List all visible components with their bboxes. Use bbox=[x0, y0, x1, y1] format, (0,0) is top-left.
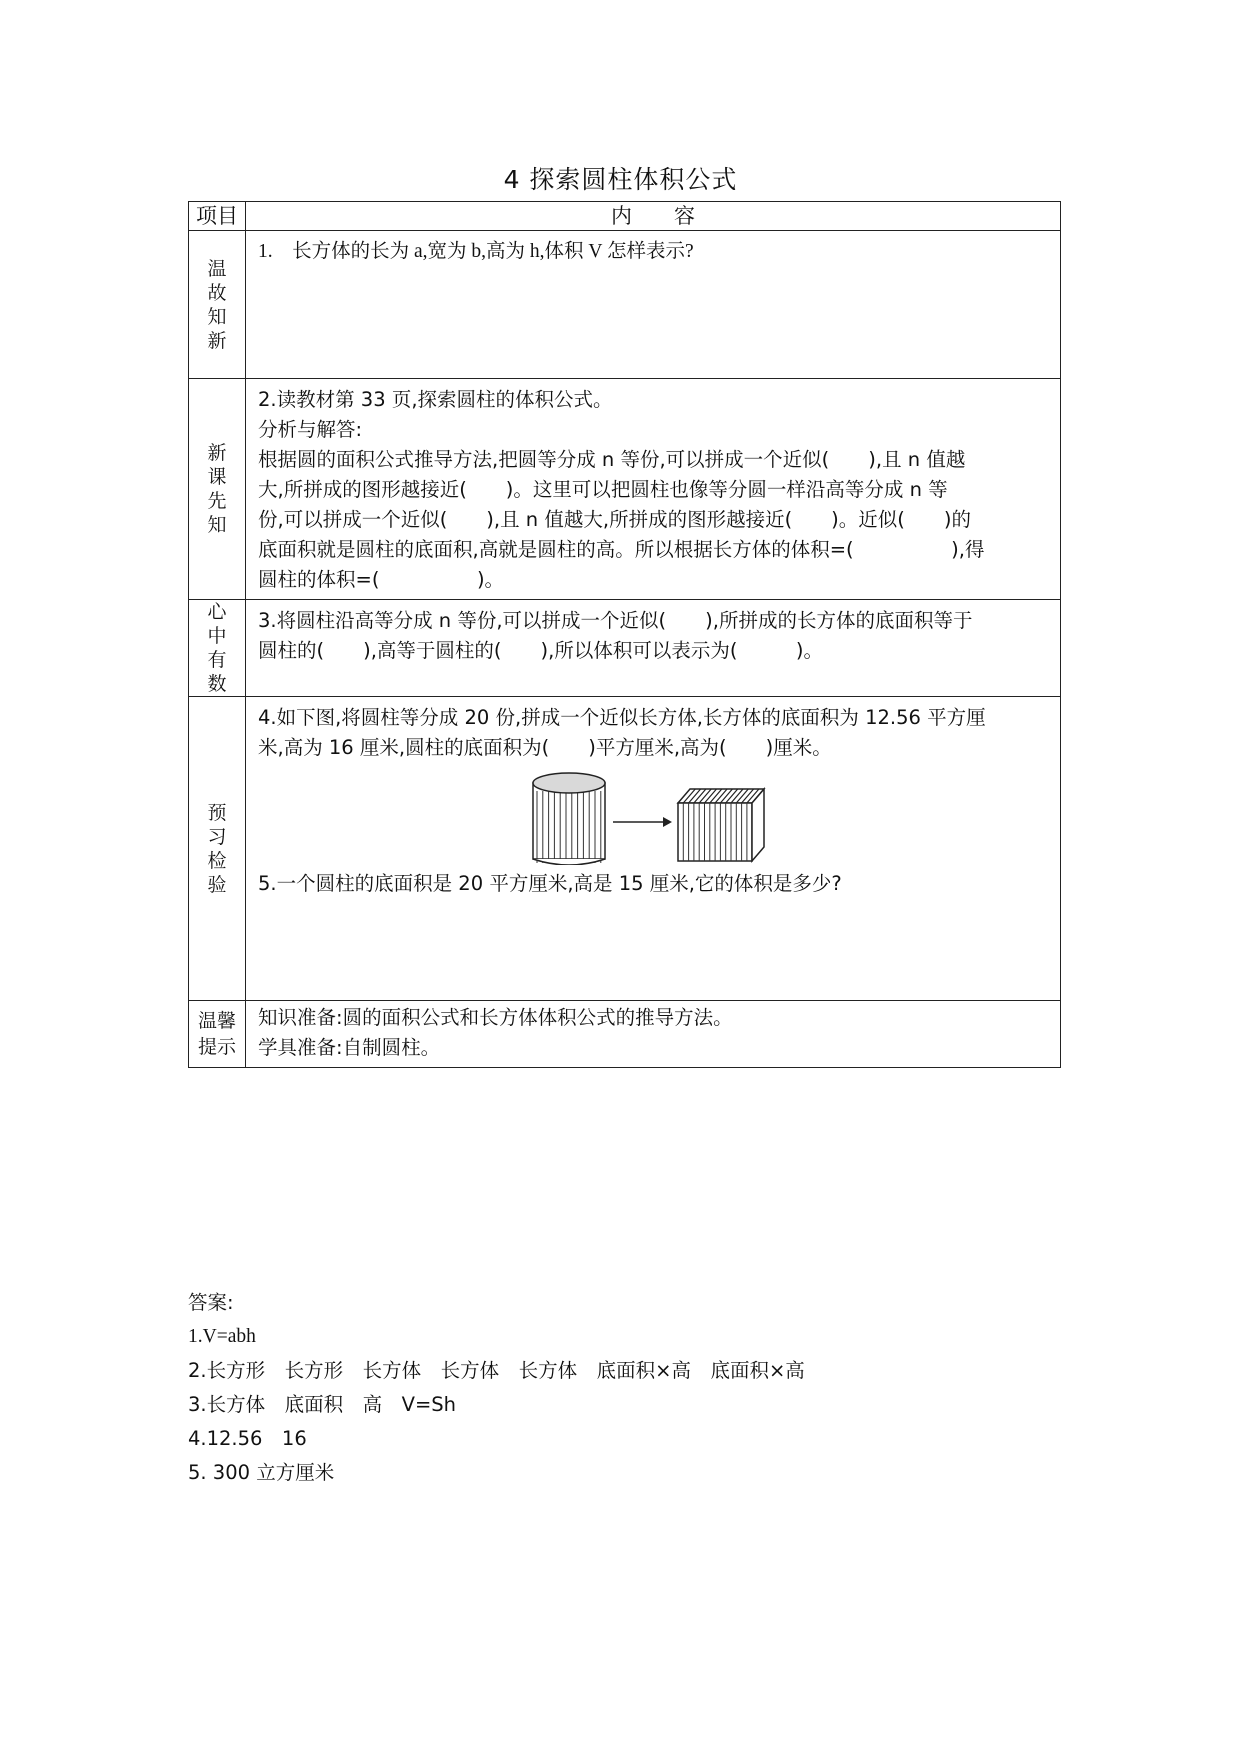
text-line: 根据圆的面积公式推导方法,把圆等分成 n 等份,可以拼成一个近似( ),且 n 值越 bbox=[258, 448, 966, 471]
page-title: 4 探索圆柱体积公式 bbox=[503, 165, 738, 194]
row-label: 新课先知 bbox=[207, 442, 227, 536]
cylinder-icon bbox=[533, 773, 605, 865]
table-row bbox=[189, 697, 1061, 1001]
text-line: 4.如下图,将圆柱等分成 20 份,拼成一个近似长方体,长方体的底面积为 12.56 平方厘 bbox=[258, 706, 986, 729]
question-5: 5.一个圆柱的底面积是 20 平方厘米,高是 15 厘米,它的体积是多少? bbox=[258, 872, 842, 895]
cuboid-icon bbox=[678, 789, 764, 861]
table-row bbox=[189, 600, 1061, 697]
answer-section bbox=[188, 1286, 805, 1490]
text-line: 2.读教材第 33 页,探索圆柱的体积公式。 bbox=[258, 388, 613, 411]
header-item: 项目 bbox=[189, 202, 246, 231]
row-label: 预习检验 bbox=[207, 801, 227, 896]
cylinder-to-cuboid-figure bbox=[258, 769, 1048, 865]
answer-line: 3.长方体 底面积 高 V=Sh bbox=[188, 1393, 457, 1416]
text-line: 3.将圆柱沿高等分成 n 等份,可以拼成一个近似( ),所拼成的长方体的底面积等于 bbox=[258, 609, 973, 632]
row-label: 温馨提示 bbox=[197, 1010, 236, 1058]
answer-line: 4.12.56 16 bbox=[188, 1427, 307, 1450]
answer-line: 5. 300 立方厘米 bbox=[188, 1461, 335, 1484]
text-line: 分析与解答: bbox=[258, 418, 363, 441]
answer-line: 2.长方形 长方形 长方体 长方体 长方体 底面积×高 底面积×高 bbox=[188, 1359, 805, 1382]
table-row bbox=[189, 1001, 1061, 1068]
question-1: 1. 长方体的长为 a,宽为 b,高为 h,体积 V 怎样表示? bbox=[258, 241, 694, 262]
text-line: 圆柱的( ),高等于圆柱的( ),所以体积可以表示为( )。 bbox=[258, 639, 824, 662]
right-arrow-icon bbox=[613, 817, 672, 827]
header-content: 内 容 bbox=[246, 202, 1061, 231]
text-line: 知识准备:圆的面积公式和长方体体积公式的推导方法。 bbox=[258, 1006, 733, 1029]
worksheet-table bbox=[188, 201, 1061, 1068]
row-label: 温故知新 bbox=[207, 257, 227, 352]
table-row bbox=[189, 231, 1061, 379]
table-row bbox=[189, 379, 1061, 600]
text-line: 大,所拼成的图形越接近( )。这里可以把圆柱也像等分圆一样沿高等分成 n 等 bbox=[258, 478, 948, 501]
text-line: 份,可以拼成一个近似( ),且 n 值越大,所拼成的图形越接近( )。近似( )的 bbox=[258, 508, 971, 531]
answer-title: 答案: bbox=[188, 1291, 234, 1314]
row-label: 心中有数 bbox=[207, 601, 227, 695]
text-line: 圆柱的体积=( )。 bbox=[258, 568, 505, 591]
table-header-row bbox=[189, 202, 1061, 231]
answer-line: 1.V=abh bbox=[188, 1326, 256, 1347]
text-line: 学具准备:自制圆柱。 bbox=[258, 1036, 441, 1059]
text-line: 底面积就是圆柱的底面积,高就是圆柱的高。所以根据长方体的体积=( ),得 bbox=[258, 538, 985, 561]
text-line: 米,高为 16 厘米,圆柱的底面积为( )平方厘米,高为( )厘米。 bbox=[258, 736, 832, 759]
